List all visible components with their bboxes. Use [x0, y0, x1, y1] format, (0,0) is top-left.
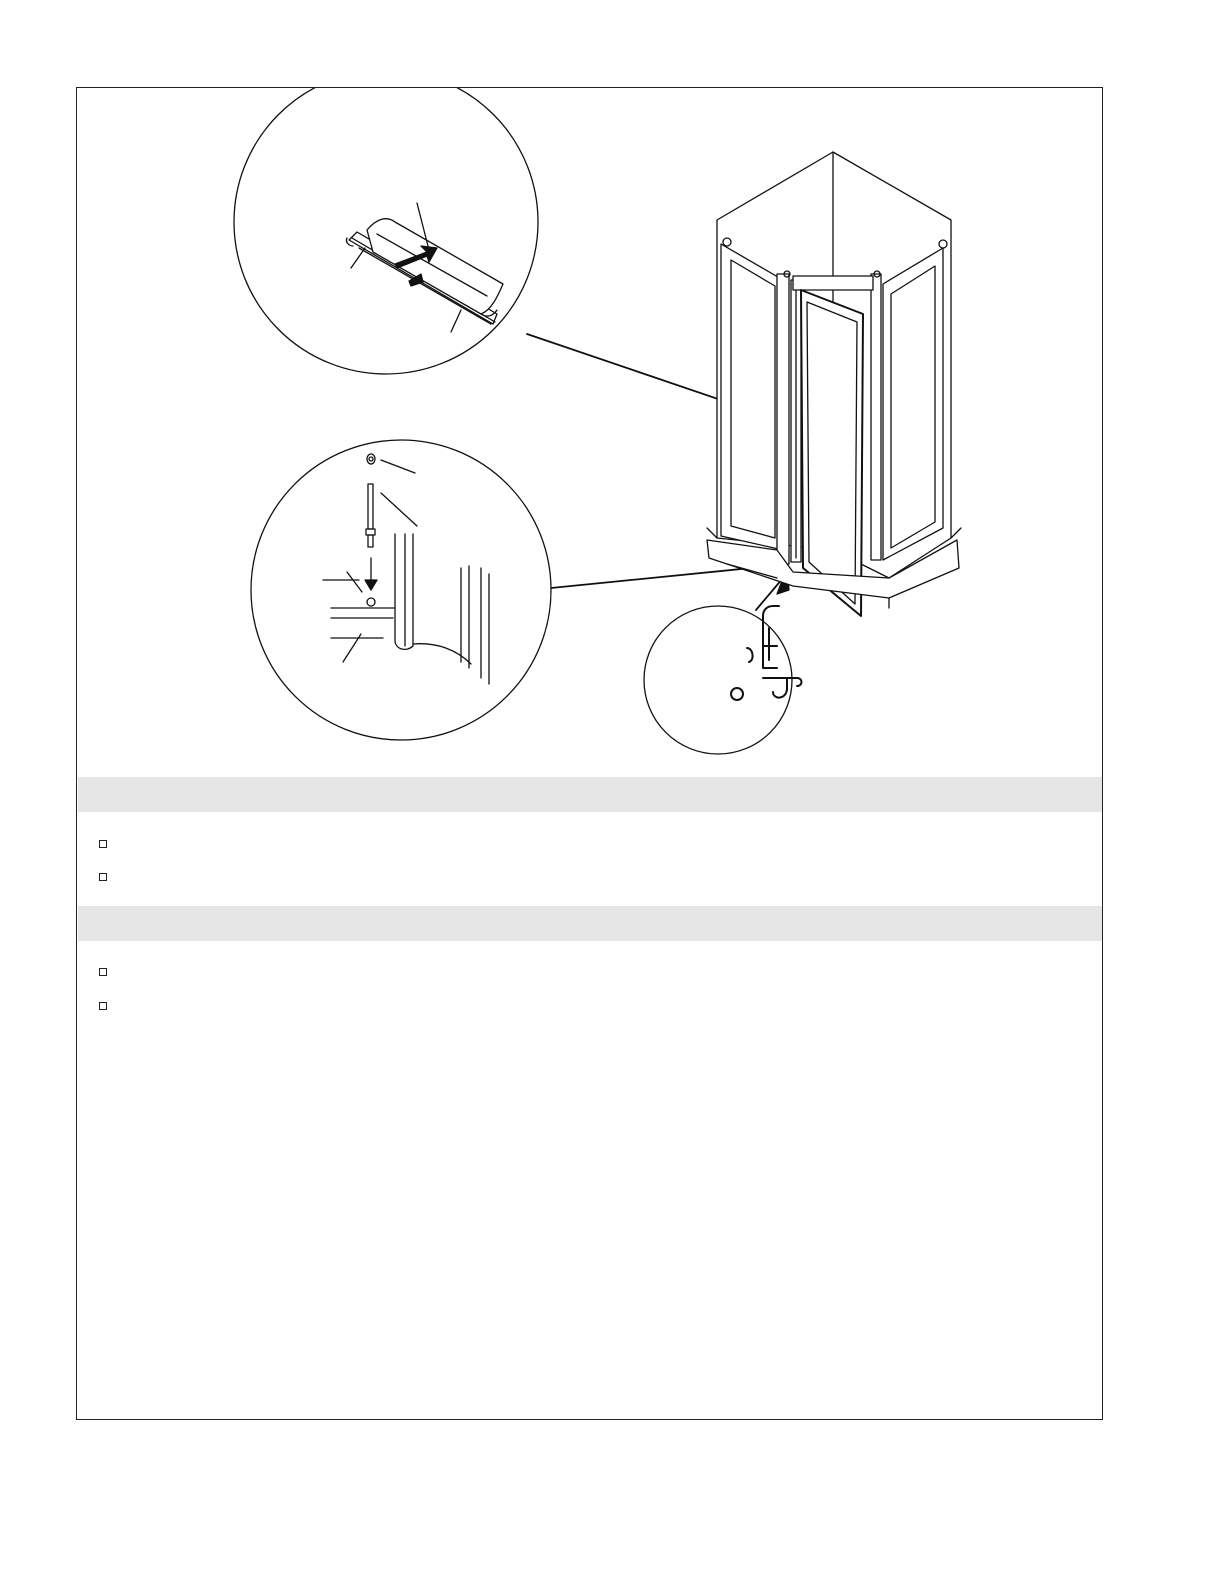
installation-illustration — [77, 88, 1104, 778]
checklist-checkbox[interactable] — [99, 873, 107, 881]
checklist-checkbox[interactable] — [99, 1002, 107, 1010]
shower-enclosure-icon — [707, 152, 961, 616]
panel-seal-detail-icon — [234, 88, 538, 374]
checklist-checkbox[interactable] — [99, 840, 107, 848]
section-header-band-2 — [78, 906, 1102, 941]
section-header-band-1 — [78, 777, 1102, 812]
seal-profile-icon — [644, 606, 802, 754]
hinge-pin-detail-icon — [251, 440, 551, 740]
checklist-checkbox[interactable] — [99, 968, 107, 976]
instruction-frame — [76, 87, 1103, 1420]
